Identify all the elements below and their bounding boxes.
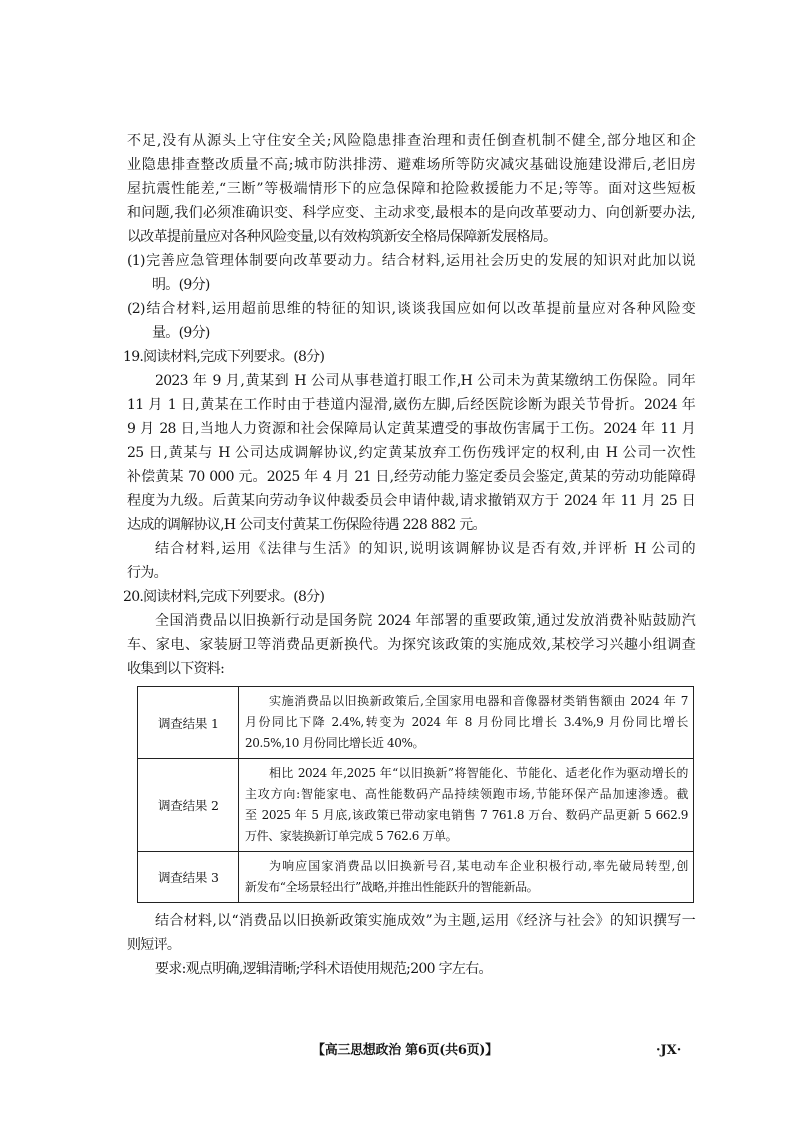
page-footer: [0, 1040, 800, 1062]
row-content: [239, 759, 694, 852]
task-line: 行为。: [127, 565, 167, 581]
question-heading: 20.阅读材料,完成下列要求。(8分): [123, 589, 325, 605]
intro-line: 收集到以下资料:: [127, 661, 225, 677]
cell-line: 实施消费品以旧换新政策后,全国家用电器和音像器材类销售额由 2024 年 7: [269, 694, 688, 708]
question-heading: 19.阅读材料,完成下列要求。(8分): [123, 349, 325, 365]
q18-sub-question-2: [127, 297, 695, 345]
text-line: 不足,没有从源头上守住安全关;风险隐患排查治理和责任倒查机制不健全,部分地区和企: [127, 133, 695, 149]
row-content: [239, 852, 694, 903]
material-line: 2023 年 9 月,黄某到 H 公司从事巷道打眼工作,H 公司未为黄某缴纳工伤保险。同年: [155, 373, 695, 389]
cell-line: 至 2025 年 5 月底,该政策已带动家电销售 7 761.8 万台、数码产品更新 5 662.9: [245, 808, 688, 822]
answer-requirement: 要求:观点明确,逻辑清晰;学科术语使用规范;200 字左右。: [155, 961, 492, 977]
material-line: 补偿黄某 70 000 元。2025 年 4 月 21 日,经劳动能力鉴定委员会鉴定,黄某的劳动功能障碍: [127, 469, 695, 485]
material-line: 程度为九级。后黄某向劳动争议仲裁委员会申请仲裁,请求撤销双方于 2024 年 11 月 25 日: [127, 493, 695, 509]
cell-line: 为响应国家消费品以旧换新号召,某电动车企业积极行动,率先破局转型,创: [269, 859, 688, 873]
sub-question-text: 量。(9分): [152, 325, 210, 341]
question-20-task: [127, 909, 695, 981]
intro-line: 全国消费品以旧换新行动是国务院 2024 年部署的重要政策,通过发放消费补贴鼓励汽: [155, 613, 695, 629]
material-line: 25 日,黄某与 H 公司达成调解协议,约定黄某放弃工伤伤残评定的权利,由 H 公司一次性: [127, 445, 695, 461]
q18-material-continuation: [127, 129, 695, 249]
table-row: [138, 687, 694, 759]
row-label: 调查结果 2: [138, 759, 239, 852]
text-line: 屋抗震性能差,“三断”等极端情形下的应急保障和抢险救援能力不足;等等。面对这些短板: [127, 181, 695, 197]
text-line: 以改革提前量应对各种风险变量,以有效构筑新安全格局保障新发展格局。: [127, 229, 557, 245]
table-row: [138, 852, 694, 903]
page-number-label: 【高三思想政治 第6页(共6页)】: [312, 1043, 498, 1058]
cell-line: 20.5%,10 月份同比增长近 40%。: [245, 736, 425, 750]
sub-question-text: 明。(9分): [152, 277, 210, 293]
task-line: 则短评。: [127, 937, 181, 953]
intro-line: 车、家电、家装厨卫等消费品更新换代。为探究该政策的实施成效,某校学习兴趣小组调查: [127, 637, 695, 653]
survey-results-table: [137, 686, 694, 903]
cell-line: 新发布“全场景轻出行”战略,并推出性能跃升的智能新品。: [245, 880, 539, 894]
question-19: [123, 345, 695, 585]
row-content: [239, 687, 694, 759]
cell-line: 相比 2024 年,2025 年“以旧换新”将智能化、节能化、适老化作为驱动增长的: [269, 766, 688, 780]
material-line: 达成的调解协议,H 公司支付黄某工伤保险待遇 228 882 元。: [127, 517, 486, 533]
question-20: [123, 585, 695, 981]
cell-line: 月份同比下降 2.4%,转变为 2024 年 8 月份同比增长 3.4%,9 月份同比增长: [245, 715, 688, 729]
task-line: 结合材料,运用《法律与生活》的知识,说明该调解协议是否有效,并评析 H 公司的: [155, 541, 695, 557]
edition-code: ·JX·: [656, 1043, 682, 1058]
material-line: 11 月 1 日,黄某在工作时由于巷道内湿滑,崴伤左脚,后经医院诊断为跟关节骨折。2024 年: [127, 397, 695, 413]
sub-question-text: (2)结合材料,运用超前思维的特征的知识,谈谈我国应如何以改革提前量应对各种风险变: [127, 301, 695, 317]
cell-line: 主攻方向:智能家电、高性能数码产品持续领跑市场,节能环保产品加速渗透。截: [245, 787, 688, 801]
q18-sub-question-1: [127, 249, 695, 297]
cell-line: 万件、家装换新订单完成 5 762.6 万单。: [245, 829, 458, 843]
text-line: 业隐患排查整改质量不高;城市防洪排涝、避难场所等防灾减灾基础设施建设滞后,老旧房: [127, 157, 695, 173]
row-label: 调查结果 3: [138, 852, 239, 903]
exam-page: [123, 129, 695, 981]
row-label: 调查结果 1: [138, 687, 239, 759]
task-line: 结合材料,以“消费品以旧换新政策实施成效”为主题,运用《经济与社会》的知识撰写一: [155, 913, 695, 929]
text-line: 和问题,我们必须准确识变、科学应变、主动求变,最根本的是向改革要动力、向创新要办法,: [127, 205, 695, 221]
sub-question-text: (1)完善应急管理体制要向改革要动力。结合材料,运用社会历史的发展的知识对此加以说: [127, 253, 695, 269]
table-row: [138, 759, 694, 852]
material-line: 9 月 28 日,当地人力资源和社会保障局认定黄某遭受的事故伤害属于工伤。2024 年 11 月: [127, 421, 695, 437]
